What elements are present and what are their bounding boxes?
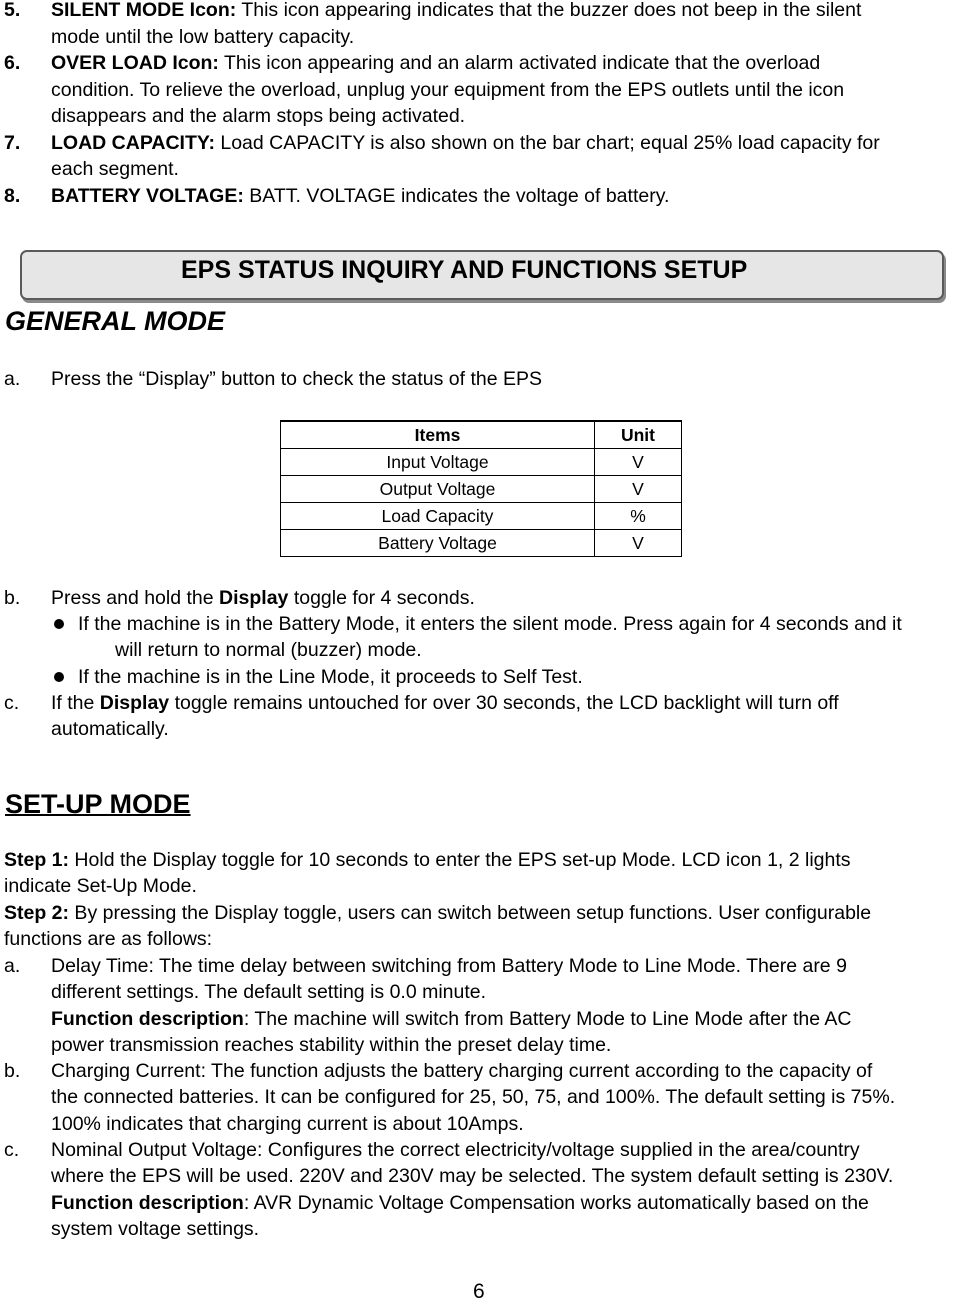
table-cell-item: Load Capacity [281, 503, 595, 530]
step-c-line2: automatically. [51, 718, 169, 740]
step-a-label: a. [4, 368, 21, 390]
table-cell-item: Output Voltage [281, 476, 595, 503]
table-row [281, 449, 682, 476]
list-item-text [51, 103, 465, 130]
step2-label: Step 2: [4, 902, 70, 924]
function-description-label: Function description [51, 1192, 244, 1214]
main-heading: EPS STATUS INQUIRY AND FUNCTIONS SETUP [181, 256, 748, 284]
list-item-number: 8. [4, 184, 21, 207]
table-cell-unit: % [595, 503, 682, 530]
bullet-dot-icon [54, 619, 64, 629]
list-item-description: mode until the low battery capacity. [51, 25, 355, 48]
list-item-text [51, 77, 844, 104]
list-item-number: 6. [4, 52, 21, 74]
table-cell-unit: V [595, 530, 682, 557]
list-item-text [51, 0, 861, 24]
step-b-text [51, 585, 475, 612]
step-c-pre: If the [51, 692, 100, 714]
list-item-description: BATT. VOLTAGE indicates the voltage of battery. [243, 184, 670, 207]
list-item-description: This icon appearing indicates that the buzzer does not beep in the silent [236, 0, 862, 21]
table-row [281, 476, 682, 503]
step2-text: By pressing the Display toggle, users can switch between setup functions. User configurable [69, 902, 872, 924]
list-item-description: This icon appearing and an alarm activated indicate that the overload [218, 52, 821, 74]
list-item-number: 7. [4, 131, 21, 154]
table-header-unit: Unit [595, 421, 682, 449]
list-item-text [51, 24, 354, 51]
bullet-battery-mode-line1: If the machine is in the Battery Mode, it enters the silent mode. Press again for 4 seconds and it [78, 613, 902, 635]
step-a-text: Press the “Display” button to check the status of the EPS [51, 368, 542, 390]
step-c-post: toggle remains untouched for over 30 seconds, the LCD backlight will turn off [169, 692, 839, 714]
setup-a-line2: different settings. The default setting is 0.0 minute. [51, 981, 487, 1003]
setup-c-function-desc [51, 1190, 869, 1217]
setup-step1-line2: indicate Set-Up Mode. [4, 875, 197, 897]
table-cell-item: Battery Voltage [281, 530, 595, 557]
bullet-line-mode: If the machine is in the Line Mode, it proceeds to Self Test. [78, 666, 583, 688]
setup-step2 [4, 900, 871, 927]
list-item-term: LOAD CAPACITY: [51, 131, 215, 154]
list-item-text [51, 183, 669, 210]
setup-a-function-desc [51, 1006, 852, 1033]
table-header-items: Items [281, 421, 595, 449]
status-items-table [280, 420, 682, 557]
setup-c-line2: where the EPS will be used. 220V and 230V may be selected. The system default setting is 230V. [51, 1165, 894, 1187]
table-cell-unit: V [595, 476, 682, 503]
table-cell-item: Input Voltage [281, 449, 595, 476]
list-item-text [51, 156, 179, 183]
list-item-number: 5. [4, 0, 21, 21]
table-row [281, 530, 682, 557]
list-item-description: condition. To relieve the overload, unplug your equipment from the EPS outlets until the icon [51, 78, 845, 101]
bullet-dot-icon [54, 672, 64, 682]
setup-b-line1: Charging Current: The function adjusts the battery charging current according to the capacity of [51, 1060, 873, 1082]
list-item-text [51, 50, 820, 77]
list-item-description: disappears and the alarm stops being activated. [51, 105, 466, 127]
step-b-label: b. [4, 587, 21, 609]
step-c-bold: Display [99, 692, 170, 714]
step-b-post: toggle for 4 seconds. [288, 587, 475, 609]
function-description-text: : AVR Dynamic Voltage Compensation works automatically based on the [243, 1192, 869, 1214]
list-item-term: OVER LOAD Icon: [51, 52, 219, 74]
step-c-label: c. [4, 692, 20, 714]
step1-text: Hold the Display toggle for 10 seconds to enter the EPS set-up Mode. LCD icon 1, 2 lights [69, 849, 851, 871]
step-b-bold: Display [219, 587, 289, 609]
setup-c-line1: Nominal Output Voltage: Configures the correct electricity/voltage supplied in the area/country [51, 1139, 860, 1161]
list-item-description: Load CAPACITY is also shown on the bar chart; equal 25% load capacity for [214, 131, 880, 154]
setup-b-line3: 100% indicates that charging current is about 10Amps. [51, 1113, 524, 1135]
function-description-label: Function description [51, 1008, 244, 1030]
step-b-pre: Press and hold the [51, 587, 220, 609]
step1-label: Step 1: [4, 849, 70, 871]
list-item-term: BATTERY VOLTAGE: [51, 184, 244, 207]
setup-step1 [4, 847, 851, 874]
setup-step2-line2: functions are as follows: [4, 928, 213, 950]
list-item-term: SILENT MODE Icon: [51, 0, 237, 21]
setup-mode-title: SET-UP MODE [5, 789, 191, 819]
setup-c-function-desc-line2: system voltage settings. [51, 1218, 260, 1240]
setup-a-function-desc-line2: power transmission reaches stability within the preset delay time. [51, 1034, 612, 1056]
list-item-text [51, 130, 880, 157]
bullet-battery-mode-line2: will return to normal (buzzer) mode. [115, 639, 422, 661]
page-number: 6 [473, 1280, 485, 1303]
setup-b-line2: the connected batteries. It can be configured for 25, 50, 75, and 100%. The default setting is 75%. [51, 1086, 896, 1108]
setup-c-label: c. [4, 1139, 20, 1161]
setup-a-line1: Delay Time: The time delay between switching from Battery Mode to Line Mode. There are 9 [51, 955, 847, 977]
table-row [281, 503, 682, 530]
setup-b-label: b. [4, 1060, 21, 1082]
general-mode-title: GENERAL MODE [5, 306, 226, 336]
step-c-text [51, 690, 839, 717]
list-item-description: each segment. [51, 158, 179, 180]
table-cell-unit: V [595, 449, 682, 476]
function-description-text: : The machine will switch from Battery Mode to Line Mode after the AC [243, 1008, 852, 1030]
setup-a-label: a. [4, 955, 21, 977]
